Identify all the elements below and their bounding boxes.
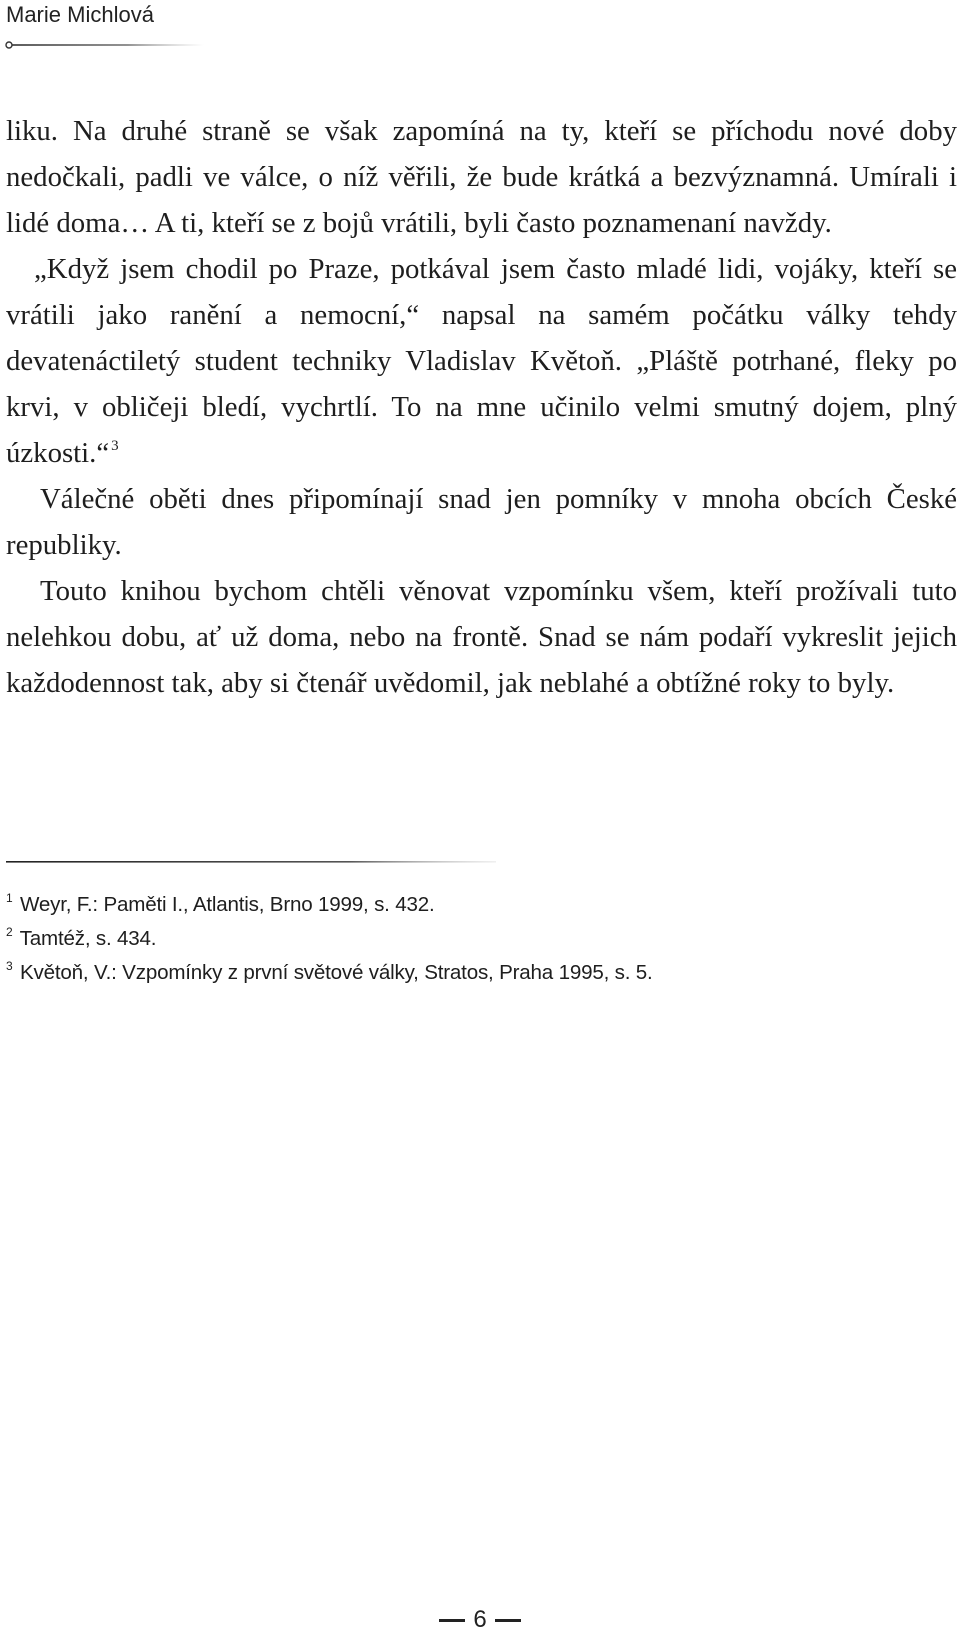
footnote-text: Tamtéž, s. 434. (19, 927, 157, 950)
footnote-3 (6, 956, 946, 990)
running-head-author: Marie Michlová (6, 2, 154, 27)
page-number-footer (0, 1605, 960, 1635)
footnote-2 (6, 922, 946, 956)
footnote-1 (6, 888, 946, 922)
main-text (6, 108, 957, 706)
footnote-text: Weyr, F.: Paměti I., Atlantis, Brno 1999, s. 432. (20, 893, 435, 916)
page-number: 6 (473, 1606, 487, 1633)
footnote-separator (6, 860, 496, 864)
footnote-text: Květoň, V.: Vzpomínky z první světové války, Stratos, Praha 1995, s. 5. (20, 961, 653, 984)
folio-dash-right (495, 1619, 521, 1622)
paragraph-4: Touto knihou bychom chtěli věnovat vzpomínku všem, kteří prožívali tuto nelehkou dobu, ať už doma, nebo na frontě. Snad se nám podaří vykreslit jejich každodennost tak, aby si čtenář uvědomil, jak neblahé a obtížné roky to byly. (6, 575, 957, 699)
paragraph-2-quote (6, 246, 957, 476)
footnote-number: 1 (6, 891, 13, 905)
paragraph-3: Válečné oběti dnes připomínají snad jen pomníky v mnoha obcích České republiky. (6, 483, 957, 561)
paragraph-1: liku. Na druhé straně se však zapomíná na ty, kteří se příchodu nové doby nedočkali, padli ve válce, o níž věřili, že bude krátká a bezvýznamná. Umírali i lidé doma… A ti, kteří se z bojů vrátili, byli často poznamenaní navždy. (6, 115, 957, 239)
folio-dash-left (439, 1619, 465, 1622)
footnote-number: 2 (6, 925, 13, 939)
header-rule (4, 40, 204, 50)
footnote-number: 3 (6, 959, 13, 973)
footnotes (6, 888, 946, 990)
footnote-ref-3: 3 (111, 438, 119, 454)
quote-text: „Když jsem chodil po Praze, potkával jsem často mladé lidi, vojáky, kteří se vrátili jako ranění a nemocní,“ napsal na samém počátku války tehdy devatenáctiletý student techniky Vladislav Květoň. „Pláště potrhané, fleky po krvi, v obličeji bledí, vychrtlí. To na mne učinilo velmi smutný dojem, plný úzkosti.“ (6, 253, 957, 469)
